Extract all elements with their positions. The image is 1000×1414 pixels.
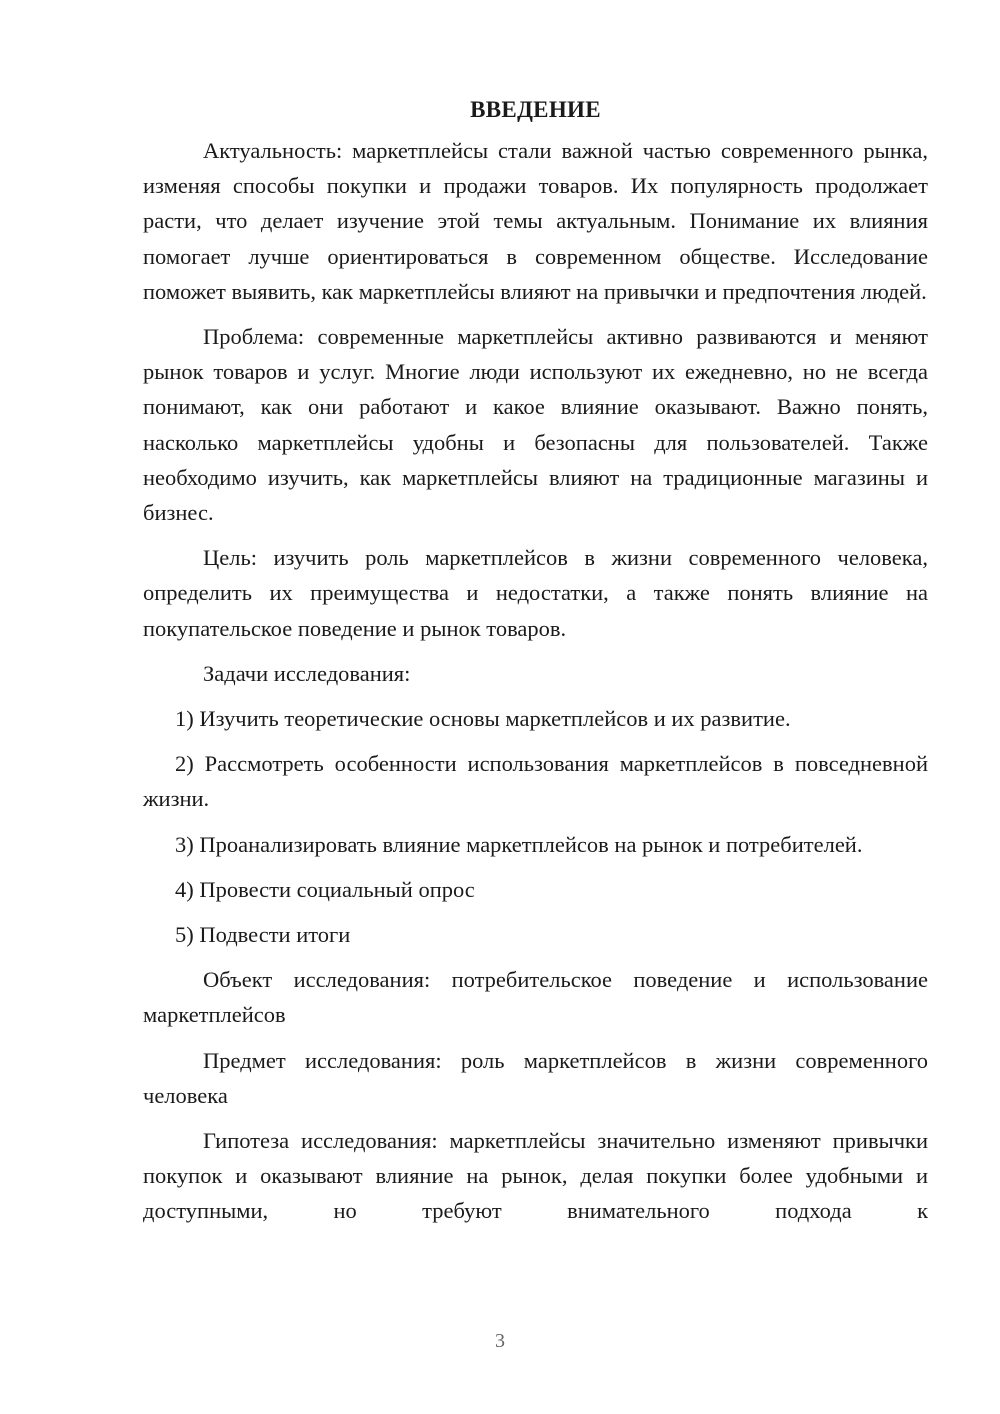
tasks-list [143, 701, 928, 952]
task-item: 4) Провести социальный опрос [175, 876, 475, 902]
task-item: 3) Проанализировать влияние маркетплейсов на рынок и потребителей. [175, 831, 863, 857]
task-item: 5) Подвести итоги [175, 922, 351, 948]
tasks-label: Задачи исследования: [203, 660, 411, 686]
page-number: 3 [495, 1330, 505, 1352]
task-item: 2) Рассмотреть особенности использования маркетплейсов в повседневной жизни. [143, 751, 928, 812]
task-item: 1) Изучить теоретические основы маркетплейсов и их развитие. [175, 706, 791, 732]
paragraph-problem: Проблема: современные маркетплейсы активно развиваются и меняют рынок товаров и услуг. Многие люди используют их ежедневно, но не всегда понимают, как они работают и какое влияние оказывают. Важно понять, насколько маркетплейсы удобны и безопасны для пользователей. Также необходимо изучить, как маркетплейсы влияют на традиционные магазины и бизнес. [143, 324, 928, 526]
paragraph-object: Объект исследования: потребительское поведение и использование маркетплейсов [143, 967, 928, 1028]
paragraph-hypothesis: Гипотеза исследования: маркетплейсы значительно изменяют привычки покупок и оказывают влияние на рынок, делая покупки более удобными и доступными, но требуют внимательного подхода к [143, 1128, 928, 1224]
paragraph-subject: Предмет исследования: роль маркетплейсов в жизни современного человека [143, 1047, 928, 1108]
section-title: ВВЕДЕНИЕ [470, 97, 601, 122]
paragraph-relevance: Актуальность: маркетплейсы стали важной частью современного рынка, изменяя способы покупки и продажи товаров. Их популярность продолжает расти, что делает изучение этой темы актуальным. Понимание их влияния помогает лучше ориентироваться в современном обществе. Исследование поможет выявить, как маркетплейсы влияют на привычки и предпочтения людей. [143, 138, 928, 304]
document-page [143, 92, 928, 1229]
paragraph-goal: Цель: изучить роль маркетплейсов в жизни современного человека, определить их преимущества и недостатки, а также понять влияние на покупательское поведение и рынок товаров. [143, 545, 928, 641]
